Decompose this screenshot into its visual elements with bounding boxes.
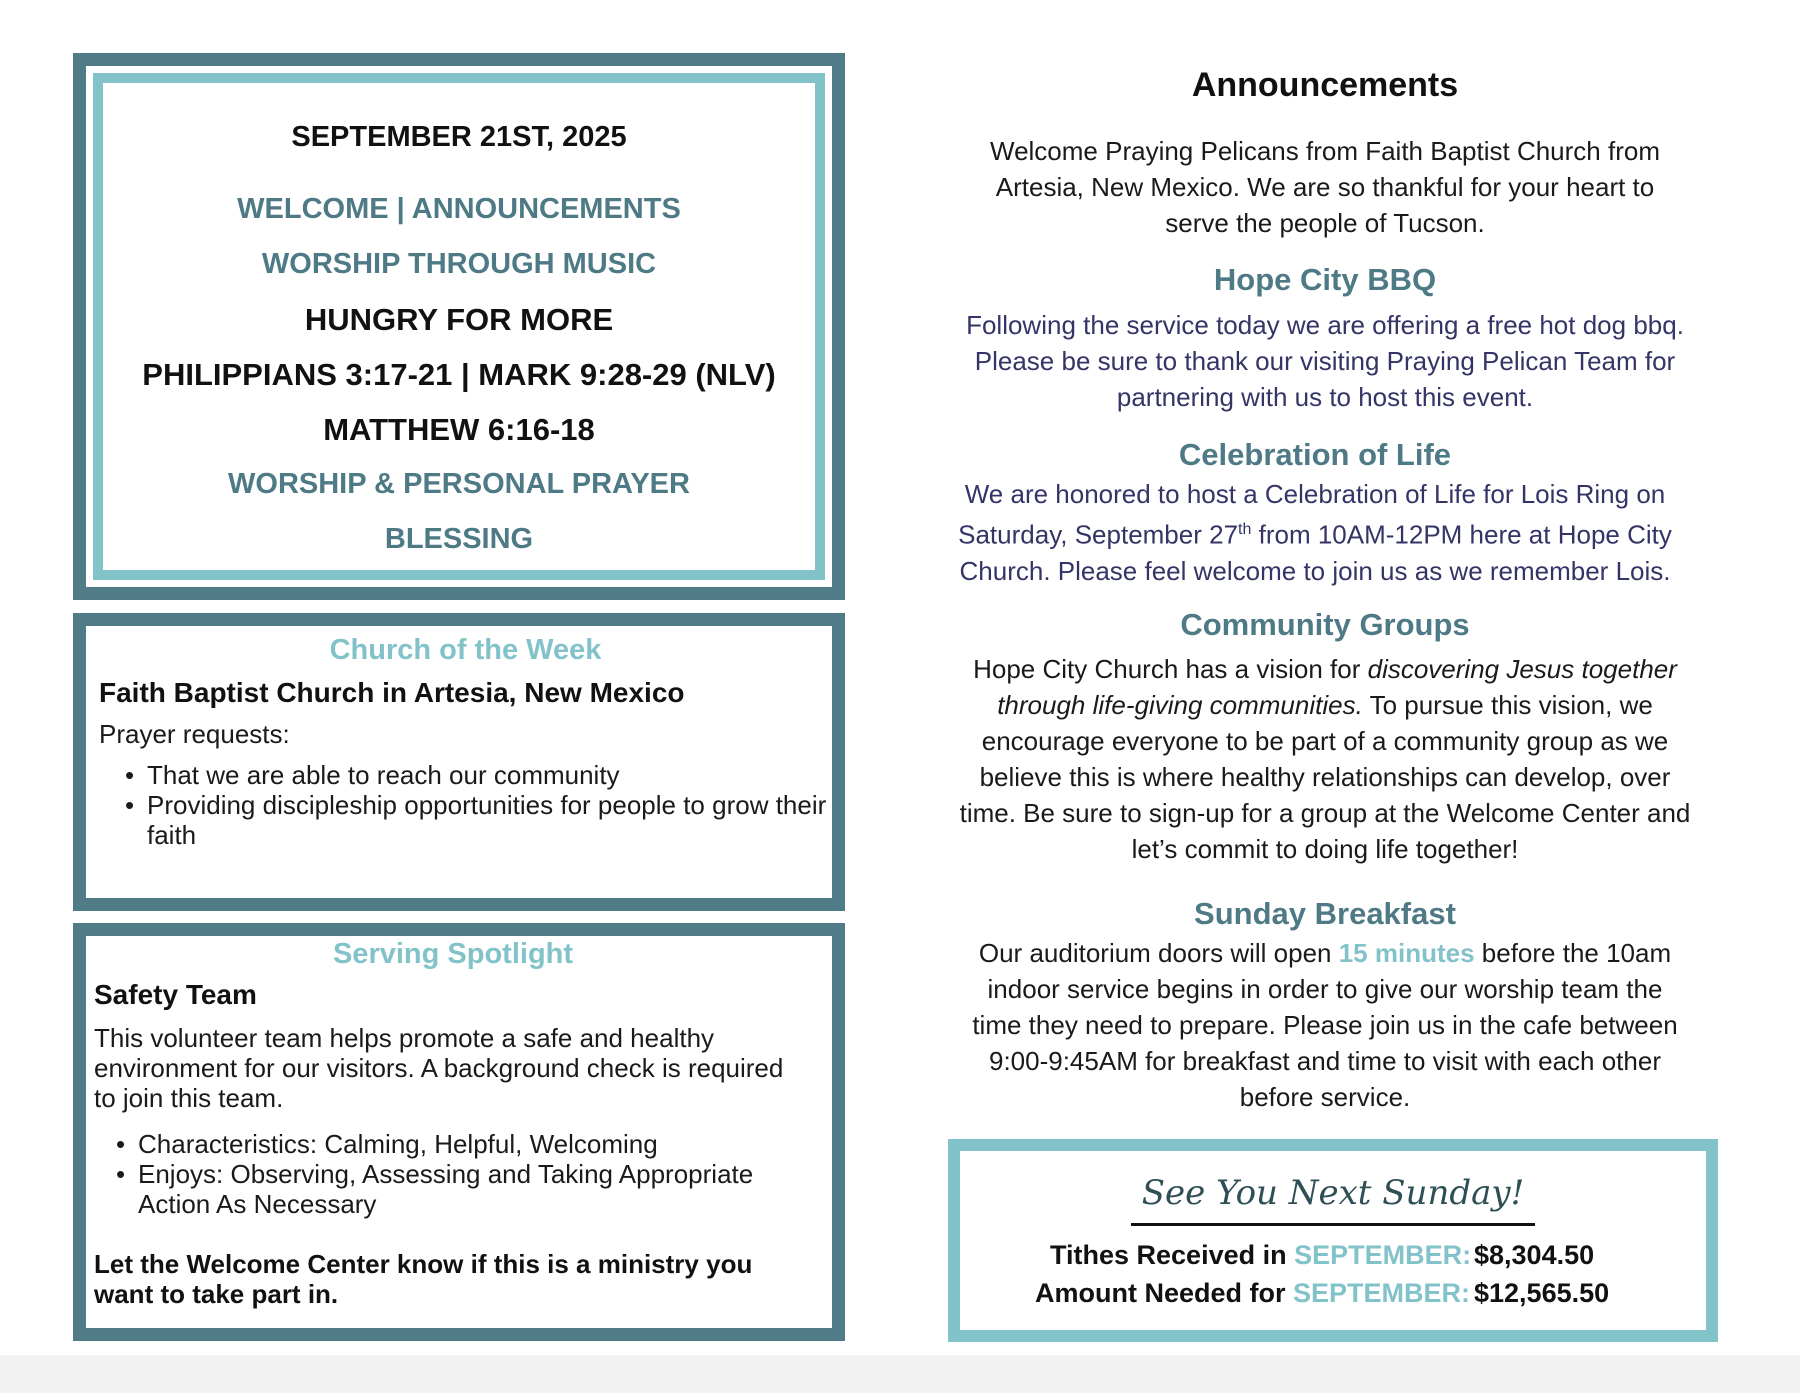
amount-needed-label <box>1035 1278 1470 1309</box>
bullet-icon: • <box>125 790 135 820</box>
sunday-breakfast-heading: Sunday Breakfast <box>1194 896 1456 931</box>
scripture-reference-2: MATTHEW 6:16-18 <box>323 412 595 447</box>
breakfast-text-part: Our auditorium doors will open <box>978 938 1339 968</box>
community-groups-text <box>945 651 1705 867</box>
sunday-breakfast-text <box>945 935 1705 1115</box>
celebration-text-part: We are honored to host a Celebration of Life for Lois Ring on Saturday, September 27 <box>958 479 1666 550</box>
tithes-label-text: Tithes Received in <box>1050 1240 1295 1270</box>
serving-spotlight-box <box>73 923 845 1341</box>
bullet-icon: • <box>116 1159 126 1189</box>
celebration-text <box>935 476 1695 589</box>
tithes-received-label <box>1050 1240 1471 1271</box>
breakfast-text-part: before the 10am indoor service begins in order to give our worship team the time they need to prepare. Please join us in the cafe between 9:00-9:45AM for breakfast and time to visit with each other before service. <box>972 938 1678 1112</box>
sermon-title: HUNGRY FOR MORE <box>304 302 614 337</box>
church-of-the-week-box <box>73 613 845 911</box>
breakfast-highlight: 15 minutes <box>1338 938 1475 968</box>
tithes-received-value: $8,304.50 <box>1474 1240 1595 1270</box>
list-item <box>116 1129 812 1159</box>
service-date: SEPTEMBER 21ST, 2025 <box>291 121 627 153</box>
needed-label-text: Amount Needed for <box>1035 1278 1294 1308</box>
announcements-heading: Announcements <box>1191 66 1459 104</box>
bbq-text: Following the service today we are offering a free hot dog bbq. Please be sure to thank our visiting Praying Pelican Team for partnering with us to host this event. <box>966 310 1684 412</box>
groups-text-part: Hope City Church has a vision for <box>973 654 1368 684</box>
celebration-heading: Celebration of Life <box>1178 437 1452 472</box>
bullet-icon: • <box>125 760 135 790</box>
church-name: Faith Baptist Church in Artesia, New Mexico <box>99 677 685 708</box>
ordinal-suffix: th <box>1238 521 1252 538</box>
list-item <box>125 790 832 850</box>
team-description: This volunteer team helps promote a safe and healthy environment for our visitors. A background check is required to join this team. <box>94 1023 784 1113</box>
groups-text-part: To pursue this vision, we encourage everyone to be part of a community group as we believe this is where healthy relationships can develop, over time. Be sure to sign-up for a group at the Welcome Center and let’s commit to doing life together! <box>959 690 1691 864</box>
celebration-text-part: from 10AM-12PM here at Hope City Church. Please feel welcome to join us as we remember Lois. <box>959 519 1672 586</box>
prayer-requests-label: Prayer requests: <box>99 719 290 749</box>
page-bottom-margin <box>0 1355 1800 1393</box>
prayer-request-text: Providing discipleship opportunities for people to grow their faith <box>147 790 827 850</box>
order-blessing: BLESSING <box>384 523 534 555</box>
team-traits-list <box>94 1129 812 1219</box>
list-item <box>116 1159 812 1219</box>
divider <box>1131 1223 1535 1226</box>
order-of-service-box <box>73 53 845 600</box>
groups-vision: discovering Jesus together through life-giving communities. <box>997 654 1677 720</box>
bullet-icon: • <box>116 1129 126 1159</box>
order-of-service-inner <box>93 73 825 580</box>
order-welcome: WELCOME | ANNOUNCEMENTS <box>237 193 681 225</box>
team-trait-text: Characteristics: Calming, Helpful, Welcoming <box>138 1129 658 1159</box>
bbq-heading: Hope City BBQ <box>1213 262 1437 297</box>
scripture-reference-1: PHILIPPIANS 3:17-21 | MARK 9:28-29 (NLV) <box>142 357 776 392</box>
prayer-requests-list <box>99 760 832 850</box>
prayer-request-text: That we are able to reach our community <box>147 760 620 790</box>
welcome-center-note: Let the Welcome Center know if this is a ministry you want to take part in. <box>94 1249 753 1309</box>
community-groups-heading: Community Groups <box>1180 607 1470 642</box>
order-worship-music: WORSHIP THROUGH MUSIC <box>261 248 657 280</box>
list-item <box>125 760 832 790</box>
tithes-month: SEPTEMBER: <box>1294 1240 1472 1270</box>
serving-spotlight-title: Serving Spotlight <box>332 938 574 970</box>
welcome-announcement: Welcome Praying Pelicans from Faith Baptist Church from Artesia, New Mexico. We are so thankful for your heart to serve the people of Tucson. <box>990 136 1660 238</box>
team-name: Safety Team <box>94 979 257 1010</box>
team-trait-text: Enjoys: Observing, Assessing and Taking Appropriate Action As Necessary <box>138 1159 754 1219</box>
next-sunday-title: See You Next Sunday! <box>1141 1173 1525 1213</box>
amount-needed-value: $12,565.50 <box>1474 1278 1610 1308</box>
church-of-the-week-title: Church of the Week <box>329 634 602 666</box>
needed-month: SEPTEMBER: <box>1293 1278 1471 1308</box>
order-personal-prayer: WORSHIP & PERSONAL PRAYER <box>228 468 690 500</box>
